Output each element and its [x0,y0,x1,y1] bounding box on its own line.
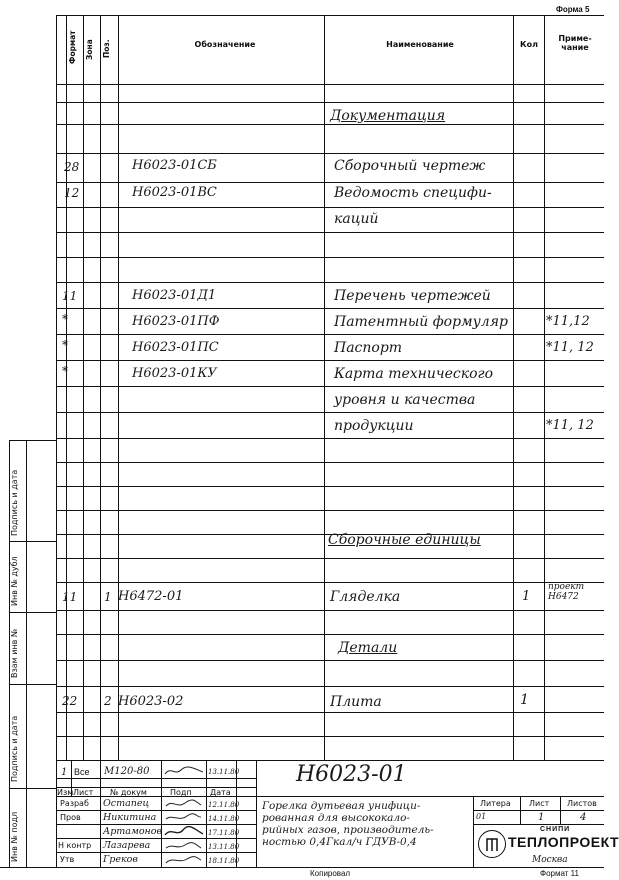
role-name: Никитина [103,812,157,823]
header-pos: Поз. [102,39,111,58]
tb-vline-right [560,796,561,824]
col-line-zone [83,15,84,760]
side-div-1 [9,541,57,542]
row-name: Ведомость специфи- [334,185,492,201]
doc-code: Н6023-01 [296,762,407,787]
row-format: 22 [62,694,78,708]
col-label-date: Дата [210,788,231,797]
side-label-replace-inv: Взам инв № [10,628,19,678]
side-label-sign-date-1: Подпись и дата [10,469,19,536]
tb-line [56,824,256,825]
sheets-label: Листов [567,799,597,808]
col-line-qty [513,15,514,760]
org-small: СНИПИ [540,826,571,833]
row-line [56,282,604,283]
row-line [56,412,604,413]
org-logo-icon [478,830,506,858]
row-line [56,360,604,361]
product-title-line: рийных газов, производитель- [262,824,434,836]
form-label: Форма 5 [556,5,590,14]
row-line [56,558,604,559]
row-line [56,712,604,713]
tb-vline-right [473,796,474,867]
row-line [56,582,604,583]
litera-value: 01 [476,812,487,821]
tb-line [56,852,256,853]
role-signature [163,798,205,810]
row-name: Сборочный чертеж [334,158,486,174]
header-bottom-line [56,84,604,85]
col-label-list: Лист [73,788,94,797]
footer-format: Формат 11 [540,869,579,878]
row-name: Гляделка [330,589,401,605]
side-div-4 [9,788,57,789]
title-block-top [56,760,604,761]
org-city: Москва [532,855,568,865]
change-signature [163,764,205,778]
role-date: 12.11.80 [208,801,240,809]
row-designation: Н6023-02 [118,694,184,709]
role-date: 14.11.80 [208,815,240,823]
row-line [56,736,604,737]
role-name: Артамонов [103,826,163,837]
tb-vline [100,760,101,867]
row-line [56,634,604,635]
row-line [56,207,604,208]
row-name: Перечень чертежей [334,288,491,304]
side-div-2 [9,612,57,613]
row-line [56,153,604,154]
product-title [262,800,434,848]
role-label: Пров [60,813,81,822]
tb-vline [206,760,207,867]
row-line [56,486,604,487]
role-signature [163,826,205,838]
row-line [56,334,604,335]
row-line [56,257,604,258]
row-name: Патентный формуляр [334,314,508,330]
row-qty: 1 [520,692,529,708]
tb-line-right [473,824,604,825]
role-label: Н контр [58,841,92,850]
frame-left [56,15,57,867]
row-pos: 1 [104,590,112,604]
row-designation: Н6023-01ПС [132,340,219,355]
role-signature [163,812,205,824]
row-designation: Н6023-01Д1 [132,288,217,303]
role-date: 13.11.80 [208,843,240,851]
col-line-format [66,15,67,760]
row-format: 28 [64,160,80,174]
side-label-sign-date-2: Подпись и дата [10,715,19,782]
row-line [56,438,604,439]
row-format: * [62,364,68,378]
side-div-3 [9,684,57,685]
litera-label: Литера [480,799,511,808]
row-line [56,102,604,103]
row-line [56,386,604,387]
footer-copied: Копировал [310,869,351,878]
tb-line [56,810,256,811]
sheets-value: 4 [580,812,587,823]
row-designation: Н6472-01 [118,589,184,604]
side-label-dup-inv: Инв № дубл [10,556,19,606]
header-designation: Обозначение [194,40,256,49]
sheet-value: 1 [538,812,545,823]
change-izm: 1 [61,767,68,778]
row-name: Документация [330,108,446,124]
row-name: Плита [330,694,382,710]
header-zone: Зона [85,39,94,60]
role-signature [163,854,205,866]
col-line-name [324,15,325,760]
col-label-doc: № докум [110,788,147,797]
tb-line [56,838,256,839]
col-label-izm: Изм [57,788,74,797]
row-pos: 2 [104,694,112,708]
row-name: Паспорт [334,340,403,356]
row-line [56,686,604,687]
row-line [56,232,604,233]
row-line [56,124,604,125]
row-format: 11 [62,289,78,303]
row-line [56,182,604,183]
tb-vline [161,760,162,867]
row-line [56,610,604,611]
sheet-label: Лист [529,799,550,808]
row-name: продукции [334,418,414,434]
role-date: 18.11.80 [208,857,240,865]
header-qty: Кол [520,40,538,49]
col-line-designation [118,15,119,760]
role-signature [163,840,205,852]
row-note: *11, 12 [546,418,594,433]
product-title-line: рованная для высококало- [262,812,410,824]
row-name: Сборочные единицы [328,532,481,548]
side-label-orig-inv: Инв № подл [10,811,19,862]
row-format: 11 [62,590,78,604]
role-date: 17.11.80 [208,829,240,837]
row-designation: Н6023-01ПФ [132,314,220,329]
row-line [56,660,604,661]
tb-line-right [473,810,604,811]
frame-bottom [0,867,604,868]
row-format: * [62,338,68,352]
row-note: проект Н6472 [548,582,585,602]
tb-line [56,778,256,779]
row-name: Детали [338,640,398,656]
side-strip-inner [26,440,27,868]
tb-vline-right [520,796,521,824]
tb-vline-main [256,760,257,867]
change-date: 13.11.80 [208,768,240,776]
row-line [56,462,604,463]
row-line [56,510,604,511]
product-title-line: ностью 0,4Гкал/ч ГДУВ-0,4 [262,836,417,848]
role-label: Утв [60,855,75,864]
row-name: каций [334,211,379,227]
row-designation: Н6023-01ВС [132,185,217,200]
row-designation: Н6023-01КУ [132,366,217,381]
role-name: Лазарева [103,840,151,851]
org-logo-glyph [479,831,505,857]
side-div-0 [9,440,57,441]
org-big: ТЕПЛОПРОЕКТ [508,834,619,850]
row-qty: 1 [522,589,531,604]
row-name: уровня и качества [334,392,476,408]
product-title-line: Горелка дутьевая унифици- [262,800,421,812]
frame-top [56,15,604,16]
role-label: Разраб [60,799,89,808]
row-format: 12 [64,186,80,200]
row-designation: Н6023-01СБ [132,158,217,173]
header-note: Приме-чание [558,34,592,52]
row-line [56,308,604,309]
role-name: Греков [103,854,138,865]
col-label-sign: Подп [170,788,192,797]
row-note: *11, 12 [546,340,594,355]
row-note: *11,12 [546,314,590,329]
row-name: Карта технического [334,366,494,382]
change-doc: М120-80 [104,766,150,777]
role-name: Остапец [103,798,150,809]
header-name: Наименование [386,40,454,49]
change-list: Все [74,767,90,777]
col-line-pos [100,15,101,760]
header-format: Формат [68,30,77,64]
col-line-note [544,15,545,760]
row-format: * [62,312,68,326]
